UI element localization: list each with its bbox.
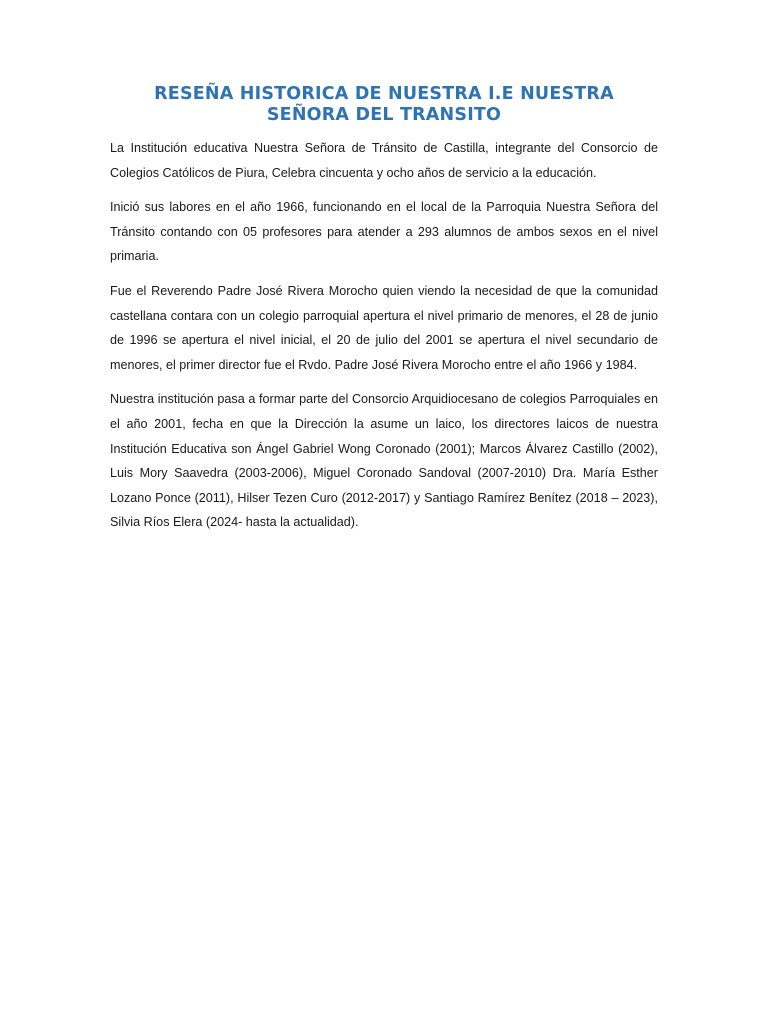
- paragraph-beginnings: Inició sus labores en el año 1966, funcionando en el local de la Parroquia Nuestra Señora del Tránsito contando con 05 profesores para atender a 293 alumnos de ambos sexos en el nivel primaria.: [110, 200, 658, 264]
- paragraph-founder: Fue el Reverendo Padre José Rivera Morocho quien viendo la necesidad de que la comunidad castellana contara con un colegio parroquial apertura el nivel primario de menores, el 28 de junio de 1996 se apertura el nivel inicial, el 20 de julio del 2001 se apertura el nivel secundario de menores, el primer director fue el Rvdo. Padre José Rivera Morocho entre el año 1966 y 1984.: [110, 283, 658, 372]
- document-title: RESEÑA HISTORICA DE NUESTRA I.E NUESTRA SEÑORA DEL TRANSITO: [154, 84, 614, 125]
- paragraph-directors: Nuestra institución pasa a formar parte del Consorcio Arquidiocesano de colegios Parroquiales en el año 2001, fecha en que la Dirección la asume un laico, los directores laicos de nuestra Institución Educativa son Ángel Gabriel Wong Coronado (2001); Marcos Álvarez Castillo (2002), Luis Mory Saavedra (2003-2006), Miguel Coronado Sandoval (2007-2010) Dra. María Esther Lozano Ponce (2011), Hilser Tezen Curo (2012-2017) y Santiago Ramírez Benítez (2018 – 2023), Silvia Ríos Elera (2024- hasta la actualidad).: [110, 392, 658, 530]
- document-body: [110, 84, 658, 545]
- paragraph-founding: La Institución educativa Nuestra Señora de Tránsito de Castilla, integrante del Consorcio de Colegios Católicos de Piura, Celebra cincuenta y ocho años de servicio a la educación.: [110, 141, 658, 180]
